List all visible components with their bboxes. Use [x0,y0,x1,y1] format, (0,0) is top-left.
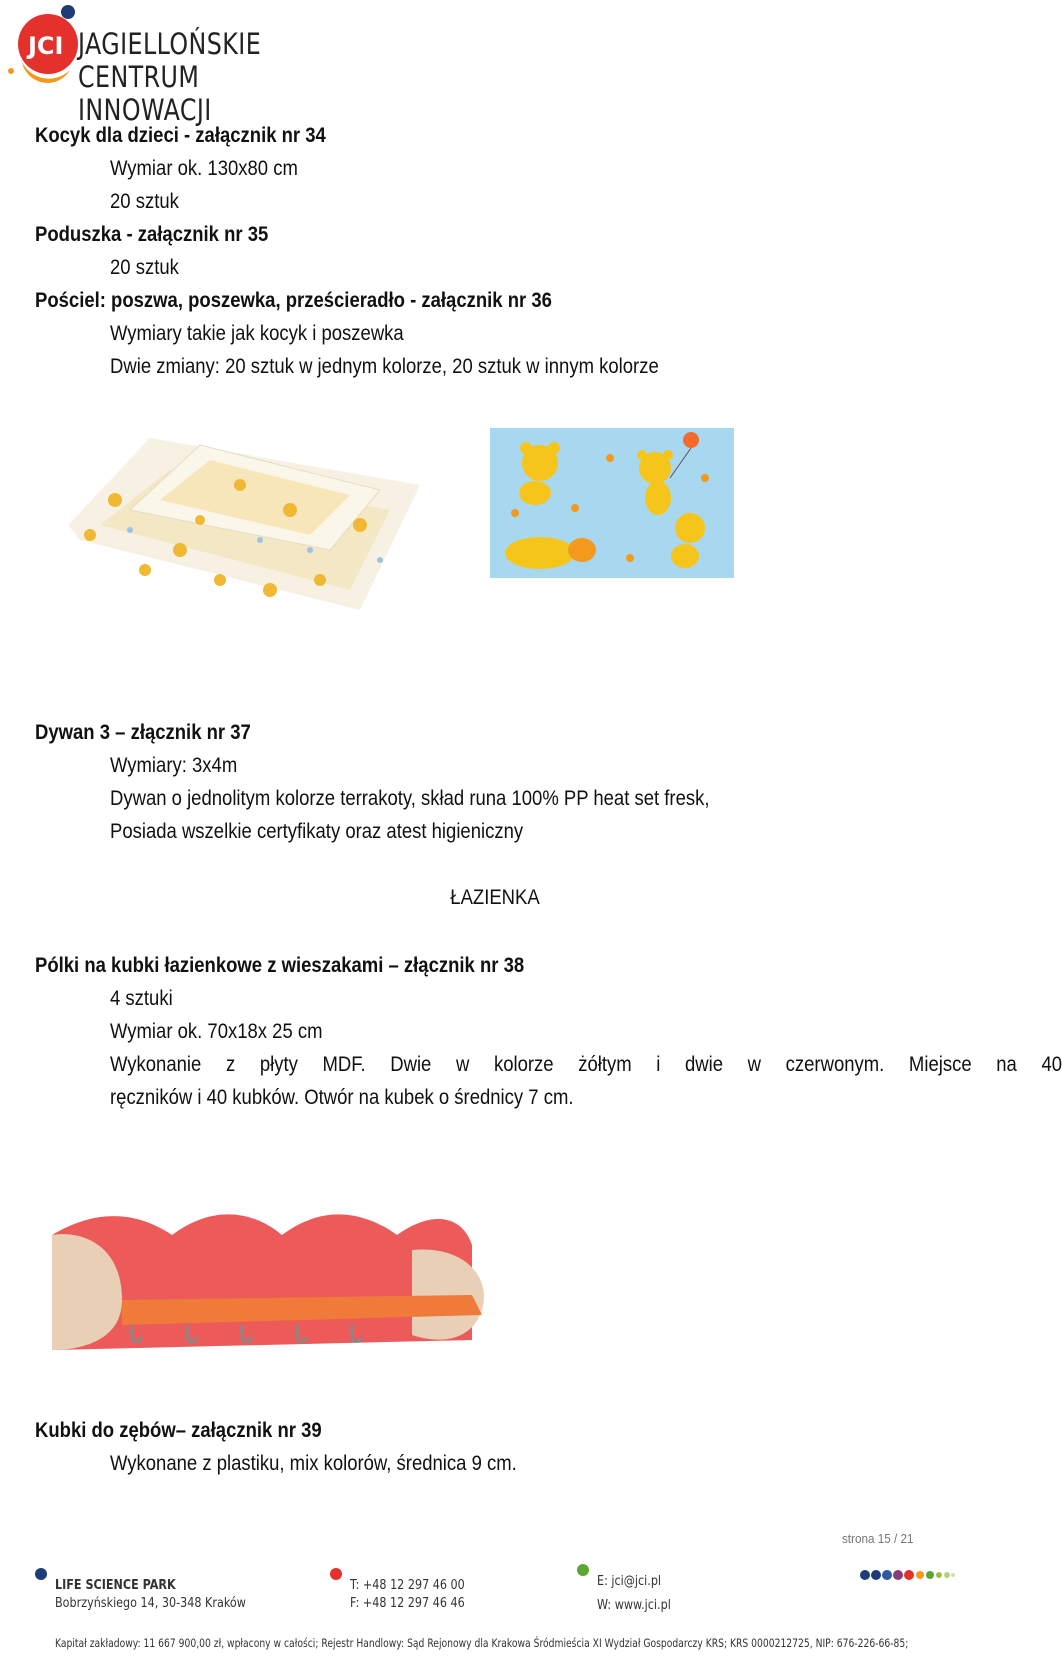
logo-line-1: JAGIELLOŃSKIE [78,27,262,61]
polki-line-4: ręczników i 40 kubków. Otwór na kubek o średnicy 7 cm. [110,1085,574,1109]
polki-line-1: 4 sztuki [110,986,173,1010]
footer-dot-green [577,1564,589,1576]
kubki-line-1: Wykonane z plastiku, mix kolorów, średnica 9 cm. [110,1451,517,1475]
poduszka-line-1: 20 sztuk [110,255,179,279]
section-title-kocyk: Kocyk dla dzieci - załącznik nr 34 [35,123,326,147]
footer-park-address: Bobrzyńskiego 14, 30-348 Kraków [55,1596,246,1611]
decorative-dots [860,1568,955,1582]
footer-email: E: jci@jci.pl [597,1574,662,1589]
section-title-dywan: Dywan 3 – złącznik nr 37 [35,720,251,744]
section-heading-lazienka: ŁAZIENKA [450,885,540,909]
footer-dot-red [330,1568,342,1580]
footer-www: W: www.jci.pl [597,1598,671,1613]
footer-legal: Kapitał zakładowy: 11 667 900,00 zł, wpłacony w całości; Rejestr Handlowy: Sąd Rejonowy dla Krakowa Śródmieścia XI Wydział Gospodarczy KRS; KRS 0000212725, NIP: 676-226-66-85; [55,1636,909,1650]
footer-dot-blue [35,1568,47,1580]
towel-shelf-image [42,1125,492,1385]
blanket-image [60,430,430,620]
logo-line-2: CENTRUM INNOWACJI [78,60,212,127]
footer-fax: F: +48 12 297 46 46 [350,1596,465,1611]
kocyk-line-2: 20 sztuk [110,189,179,213]
posciel-line-2: Dwie zmiany: 20 sztuk w jednym kolorze, 20 sztuk w innym kolorze [110,354,659,378]
logo-mark: JCI [28,32,64,60]
footer-park-name: LIFE SCIENCE PARK [55,1578,176,1593]
logo-text [78,28,291,127]
jci-logo [8,4,338,127]
kocyk-line-1: Wymiar ok. 130x80 cm [110,156,298,180]
section-title-kubki: Kubki do zębów– załącznik nr 39 [35,1418,322,1442]
dywan-line-1: Wymiary: 3x4m [110,753,238,777]
bear-pattern-image [490,428,734,578]
dywan-line-2: Dywan o jednolitym kolorze terrakoty, skład runa 100% PP heat set fresk, [110,786,710,810]
section-title-posciel: Pościel: poszwa, poszewka, prześcieradło - załącznik nr 36 [35,288,552,312]
footer-tel: T: +48 12 297 46 00 [350,1578,465,1593]
page-number: strona 15 / 21 [841,1531,913,1546]
polki-line-3: Wykonanie z płyty MDF. Dwie w kolorze żółtym i dwie w czerwonym. Miejsce na 40 [110,1052,1062,1076]
section-title-polki: Pólki na kubki łazienkowe z wieszakami – złącznik nr 38 [35,953,525,977]
polki-line-2: Wymiar ok. 70x18x 25 cm [110,1019,323,1043]
dywan-line-3: Posiada wszelkie certyfikaty oraz atest higieniczny [110,819,524,843]
section-title-poduszka: Poduszka - załącznik nr 35 [35,222,269,246]
posciel-line-1: Wymiary takie jak kocyk i poszewka [110,321,404,345]
